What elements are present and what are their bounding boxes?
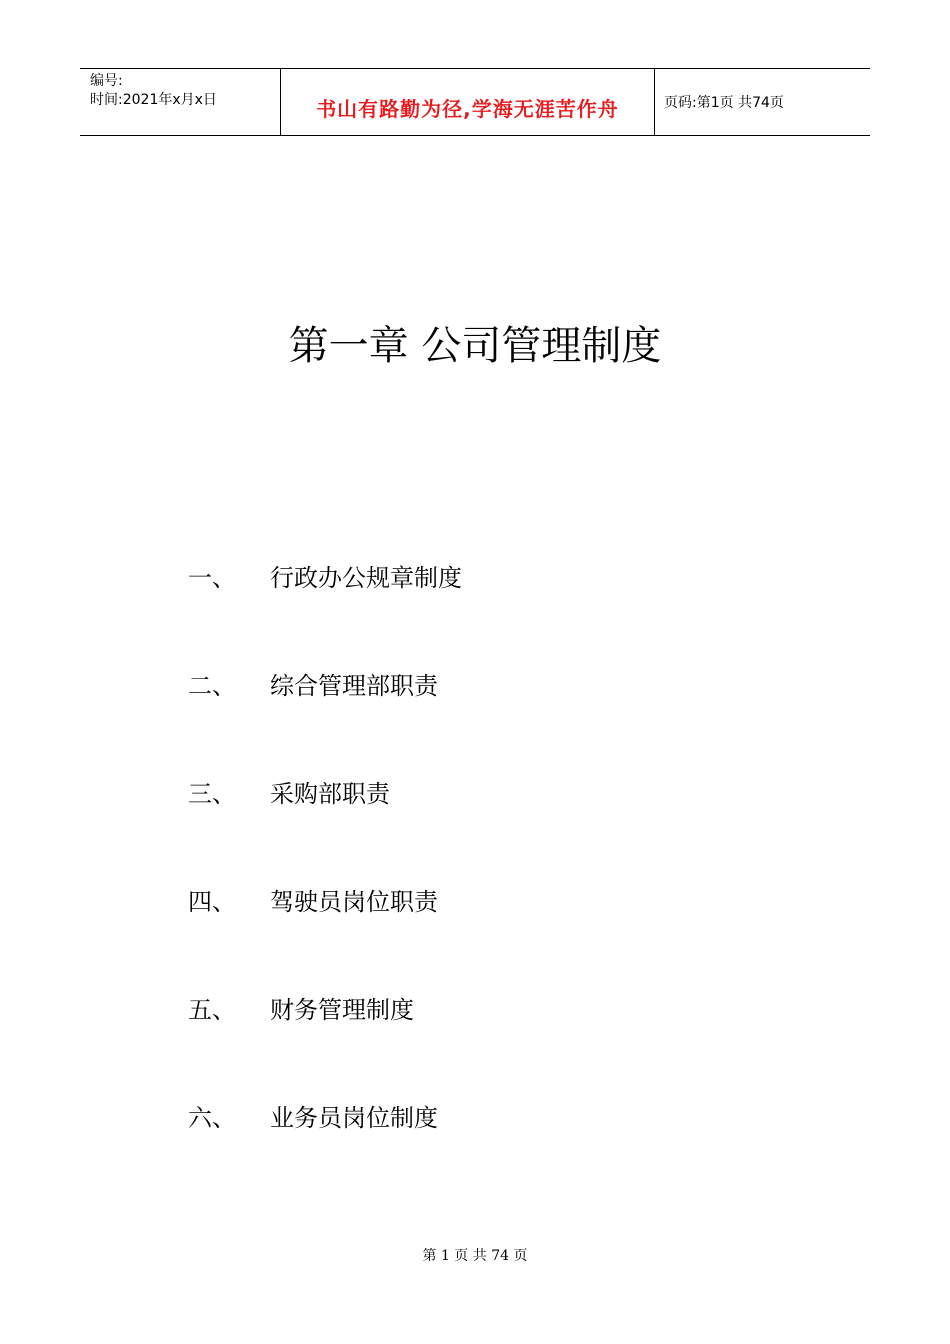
toc-item-number: 五、 [188, 996, 236, 1024]
page-footer: 第 1 页 共 74 页 [422, 1248, 528, 1264]
toc-item-label: 财务管理制度 [270, 996, 414, 1024]
toc-item-number: 四、 [188, 888, 236, 916]
page-header [80, 68, 870, 136]
header-page-info: 页码:第1页 共74页 [664, 95, 784, 111]
toc-item-label: 业务员岗位制度 [270, 1104, 438, 1132]
document-date-label: 时间:2021年x月x日 [90, 92, 217, 108]
chapter-title: 第一章 公司管理制度 [288, 323, 662, 369]
toc-item-label: 行政办公规章制度 [270, 564, 462, 592]
document-number-label: 编号: [90, 73, 123, 89]
toc-item-label: 综合管理部职责 [270, 672, 438, 700]
toc-item-number: 一、 [188, 564, 236, 592]
toc-item-number: 三、 [188, 780, 236, 808]
toc-item-number: 六、 [188, 1104, 236, 1132]
toc-item-label: 采购部职责 [270, 780, 390, 808]
toc-item-number: 二、 [188, 672, 236, 700]
header-page-cell [655, 69, 870, 135]
toc-item-label: 驾驶员岗位职责 [270, 888, 438, 916]
header-motto-cell [281, 69, 655, 135]
header-motto: 书山有路勤为径,学海无涯苦作舟 [316, 97, 619, 121]
header-meta-cell [80, 69, 281, 135]
